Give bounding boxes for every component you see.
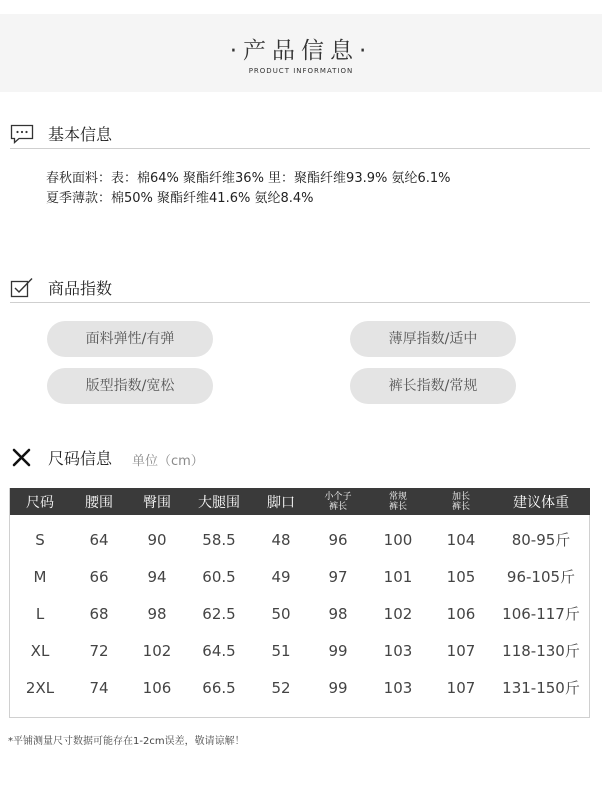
size-table-header-row <box>10 488 590 515</box>
col-header: 腰围 <box>70 488 128 515</box>
table-cell: 58.5 <box>202 530 236 549</box>
table-row <box>10 669 590 706</box>
table-cell: 104 <box>446 530 476 549</box>
table-cell: 62.5 <box>202 604 236 623</box>
table-cell: 72 <box>89 641 109 660</box>
table-cell: 102 <box>383 604 413 623</box>
table-row <box>10 595 590 632</box>
fabric-line-summer: 夏季薄款：棉50% 聚酯纤维41.6% 氨纶8.4% <box>46 191 314 206</box>
product-index-header <box>10 272 590 303</box>
table-cell: 52 <box>271 678 291 697</box>
fabric-line-spring: 春秋面料：表：棉64% 聚酯纤维36% 里：聚酯纤维93.9% 氨纶6.1% <box>46 171 451 186</box>
page-subtitle: PRODUCT INFORMATION <box>248 67 354 75</box>
table-cell: 106 <box>446 604 476 623</box>
table-cell: 51 <box>271 641 291 660</box>
basic-info-title: 基本信息 <box>48 125 113 144</box>
table-cell: 105 <box>446 567 476 586</box>
table-cell: M <box>33 567 47 586</box>
size-info-title: 尺码信息 <box>48 449 113 468</box>
table-cell: 98 <box>147 604 167 623</box>
measurement-note: *平铺测量尺寸数据可能存在1-2cm误差，敬请谅解！ <box>8 736 245 747</box>
table-cell: 103 <box>383 641 413 660</box>
table-row <box>10 515 590 558</box>
table-cell: S <box>35 530 45 549</box>
table-cell: 74 <box>89 678 109 697</box>
table-cell: 64.5 <box>202 641 236 660</box>
table-cell: 64 <box>89 530 109 549</box>
table-cell: 68 <box>89 604 109 623</box>
col-header: 常规 裤长 <box>366 488 430 515</box>
table-cell: 106 <box>142 678 172 697</box>
chat-bubble-icon <box>10 123 34 145</box>
table-cell: 2XL <box>25 678 55 697</box>
close-x-icon <box>10 447 34 469</box>
table-cell: 48 <box>271 530 291 549</box>
checkbox-pen-icon <box>10 277 34 299</box>
size-unit: 单位（cm） <box>132 454 204 469</box>
table-row <box>10 558 590 595</box>
col-header: 小个子 裤长 <box>310 488 366 515</box>
table-cell: 118-130斤 <box>502 642 580 660</box>
col-header: 大腿围 <box>186 488 252 515</box>
table-cell: 98 <box>328 604 348 623</box>
product-info-header <box>0 14 602 92</box>
table-cell: 90 <box>147 530 167 549</box>
product-index-title: 商品指数 <box>48 279 113 298</box>
table-cell: 66.5 <box>202 678 236 697</box>
table-cell: 107 <box>446 678 476 697</box>
size-info-header <box>10 442 590 472</box>
table-cell: 103 <box>383 678 413 697</box>
table-cell: 99 <box>328 678 348 697</box>
tag-thickness: 薄厚指数/适中 <box>350 321 516 357</box>
tag-fit: 版型指数/宽松 <box>47 368 213 404</box>
table-row <box>10 632 590 669</box>
table-cell: L <box>35 604 45 623</box>
table-cell: 49 <box>271 567 291 586</box>
table-cell: 50 <box>271 604 291 623</box>
col-header: 臀围 <box>128 488 186 515</box>
tag-fabric-elasticity: 面料弹性/有弹 <box>47 321 213 357</box>
table-cell: 101 <box>383 567 413 586</box>
tag-length: 裤长指数/常规 <box>350 368 516 404</box>
basic-info-header <box>10 118 590 149</box>
col-header: 加长 裤长 <box>430 488 492 515</box>
table-cell: 107 <box>446 641 476 660</box>
table-cell: 96 <box>328 530 348 549</box>
page-title: ·产品信息· <box>229 38 373 64</box>
table-cell: 80-95斤 <box>511 531 571 549</box>
col-header: 尺码 <box>10 488 70 515</box>
table-cell: 106-117斤 <box>502 605 580 623</box>
table-cell: 97 <box>328 567 348 586</box>
size-table <box>10 488 590 706</box>
table-cell: 100 <box>383 530 413 549</box>
table-cell: 60.5 <box>202 567 236 586</box>
table-cell: XL <box>30 641 50 660</box>
table-cell: 99 <box>328 641 348 660</box>
table-cell: 66 <box>89 567 109 586</box>
col-header: 脚口 <box>252 488 310 515</box>
col-header: 建议体重 <box>492 488 590 515</box>
table-cell: 102 <box>142 641 172 660</box>
table-cell: 96-105斤 <box>506 568 576 586</box>
table-cell: 131-150斤 <box>502 679 580 697</box>
table-cell: 94 <box>147 567 167 586</box>
